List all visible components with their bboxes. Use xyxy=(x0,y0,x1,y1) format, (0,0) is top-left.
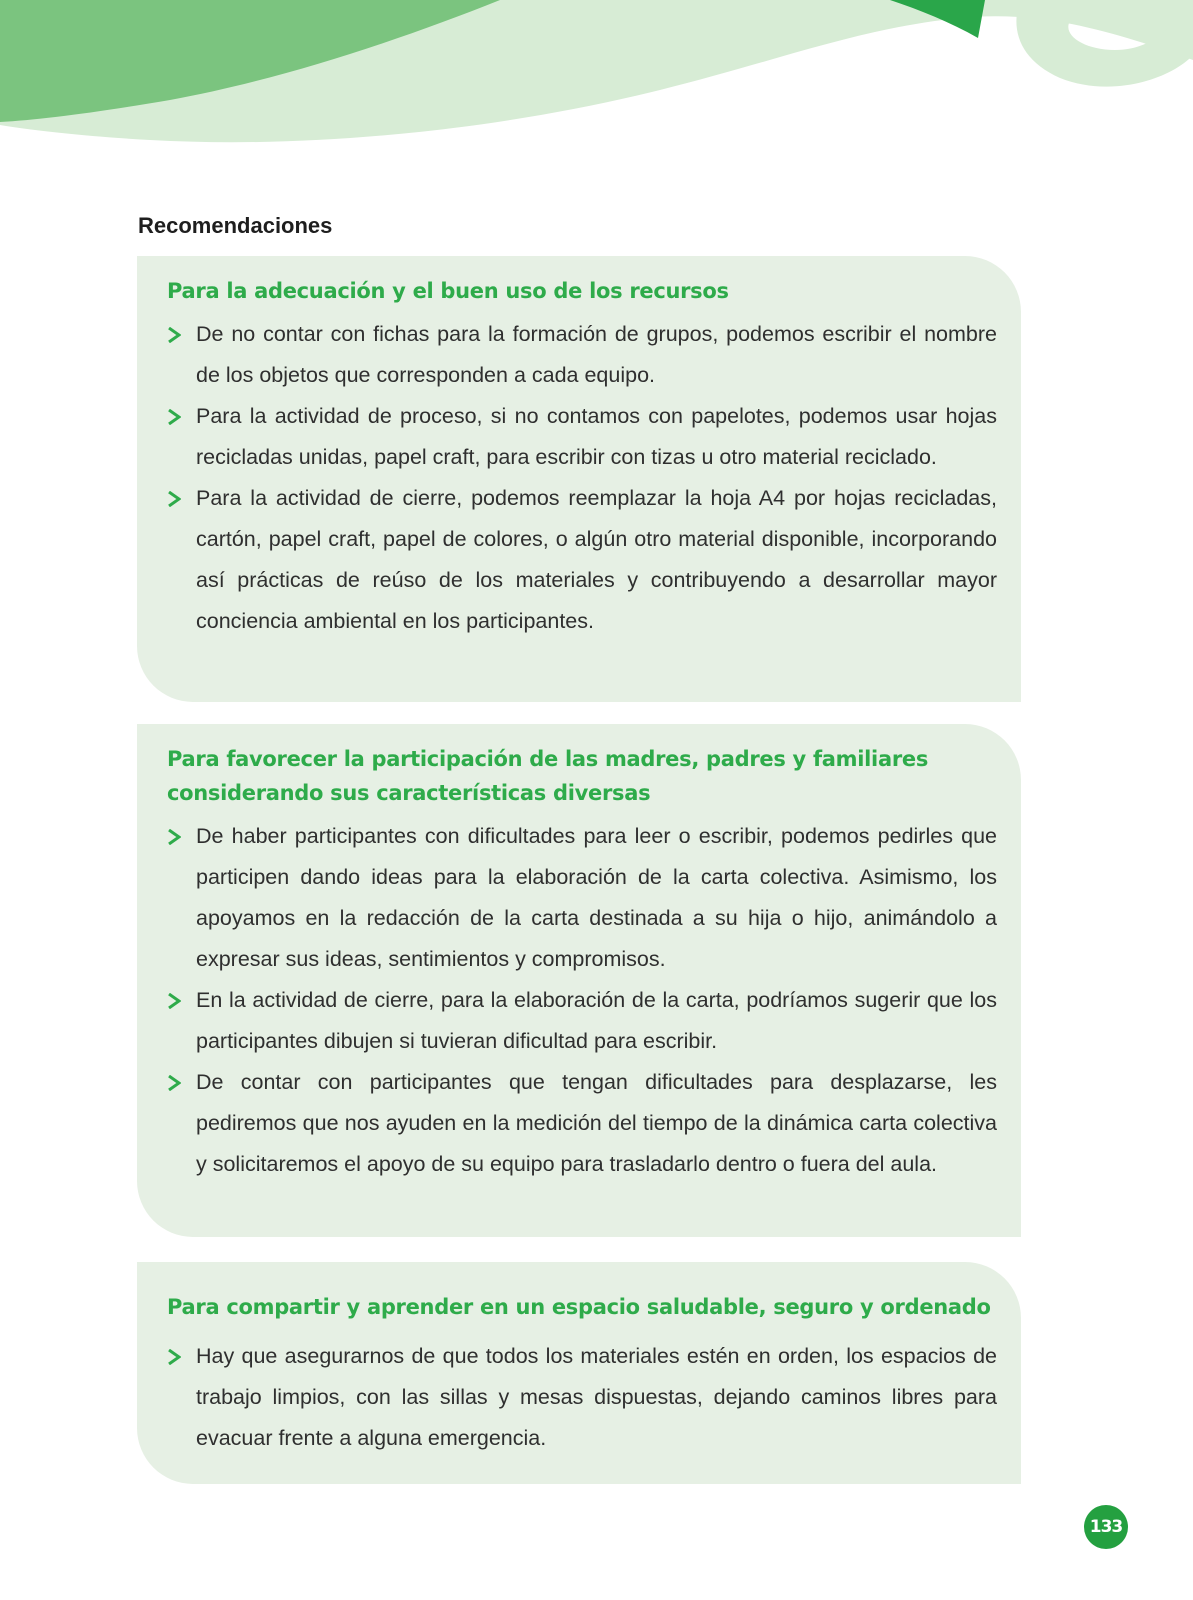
list-item-text: En la actividad de cierre, para la elaboración de la carta, podríamos sugerir que los participantes dibujen si tuvieran dificultad para escribir. xyxy=(196,988,997,1053)
recommendation-box-safe-space xyxy=(137,1262,1021,1484)
list-item xyxy=(167,1062,997,1185)
recommendation-list xyxy=(167,1336,997,1459)
recommendation-box-resources xyxy=(137,256,1021,702)
chevron-right-icon xyxy=(167,1075,181,1091)
list-item-text: Para la actividad de cierre, podemos reemplazar la hoja A4 por hojas recicladas, cartón, papel craft, papel de colores, o algún otro material disponible, incorporando así prácticas de reúso de los materiales y contribuyendo a desarrollar mayor conciencia ambiental en los participantes. xyxy=(196,486,997,633)
recommendation-box-participation xyxy=(137,724,1021,1237)
chevron-right-icon xyxy=(167,1349,181,1365)
list-item-text: De haber participantes con dificultades para leer o escribir, podemos pedirles que participen dando ideas para la elaboración de la carta colectiva. Asimismo, los apoyamos en la redacción de la carta destinada a su hija o hijo, animándolo a expresar sus ideas, sentimientos y compromisos. xyxy=(196,824,997,971)
list-item xyxy=(167,314,997,396)
box-title: Para compartir y aprender en un espacio saludable, seguro y ordenado xyxy=(167,1295,991,1319)
decorative-wave-banner xyxy=(0,0,1193,150)
box-title: Para favorecer la participación de las madres, padres y familiares considerando sus características diversas xyxy=(167,747,929,805)
recommendation-list xyxy=(167,314,997,642)
list-item-text: Hay que asegurarnos de que todos los materiales estén en orden, los espacios de trabajo limpios, con las sillas y mesas dispuestas, dejando caminos libres para evacuar frente a alguna emergencia. xyxy=(196,1344,997,1450)
chevron-right-icon xyxy=(167,993,181,1009)
list-item xyxy=(167,396,997,478)
recommendation-list xyxy=(167,816,997,1185)
list-item-text: De no contar con fichas para la formación de grupos, podemos escribir el nombre de los objetos que corresponden a cada equipo. xyxy=(196,322,997,387)
section-heading: Recomendaciones xyxy=(138,213,333,238)
list-item xyxy=(167,1336,997,1459)
chevron-right-icon xyxy=(167,409,181,425)
list-item-text: Para la actividad de proceso, si no contamos con papelotes, podemos usar hojas recicladas unidas, papel craft, para escribir con tizas u otro material reciclado. xyxy=(196,404,997,469)
chevron-right-icon xyxy=(167,829,181,845)
chevron-right-icon xyxy=(167,491,181,507)
list-item xyxy=(167,816,997,980)
list-item xyxy=(167,478,997,642)
box-title: Para la adecuación y el buen uso de los recursos xyxy=(167,279,729,303)
list-item xyxy=(167,980,997,1062)
page-number-badge: 133 xyxy=(1084,1505,1128,1549)
list-item-text: De contar con participantes que tengan dificultades para desplazarse, les pediremos que nos ayuden en la medición del tiempo de la dinámica carta colectiva y solicitaremos el apoyo de su equipo para trasladarlo dentro o fuera del aula. xyxy=(196,1070,997,1176)
chevron-right-icon xyxy=(167,327,181,343)
